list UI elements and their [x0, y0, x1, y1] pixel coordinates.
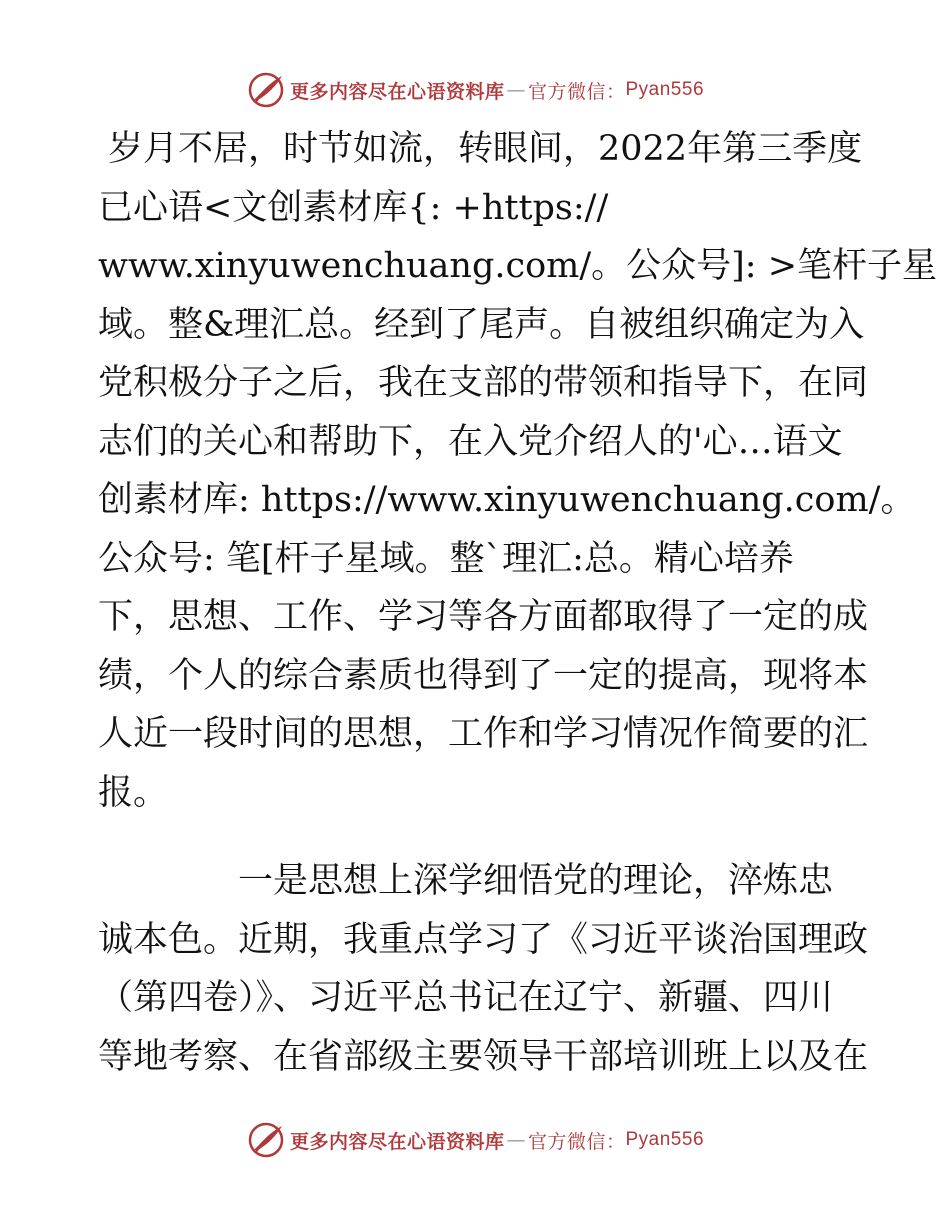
banner-separator: —: [506, 79, 526, 101]
banner-separator: —: [506, 1129, 526, 1151]
text-line: （第四卷）》、习近平总书记在辽宁、新疆、四川: [98, 978, 834, 1018]
banner-site-name: 更多内容尽在心语资料库: [289, 1130, 505, 1153]
document-body: [98, 120, 938, 1086]
paragraph-1: [98, 120, 938, 822]
text-line: 公众号: 笔[杆子星域。整`理汇:总。精心培养: [98, 538, 794, 579]
quill-logo-icon: [246, 1120, 286, 1160]
text-line: 诚本色。近期，我重点学习了《习近平谈治国理政: [98, 919, 869, 960]
banner-label: 官方微信：: [527, 1130, 626, 1153]
text-line: 域。整&理汇总。经到了尾声。自被组织确定为入: [98, 304, 865, 345]
text-line: 岁月不居，时节如流，转眼间，2022年第三季度: [108, 129, 863, 169]
paragraph-gap: [98, 822, 858, 852]
text-line: 人近一段时间的思想，工作和学习情况作简要的汇: [98, 714, 869, 754]
text-line: 志们的关心和帮助下，在入党介绍人的'心…语文: [98, 421, 843, 462]
banner-handle: Pyan556: [625, 1129, 705, 1150]
text-line: 报。: [98, 772, 169, 813]
banner-label: 官方微信：: [527, 80, 626, 103]
text-line: 等地考察、在省部级主要领导干部培训班上以及在: [98, 1036, 869, 1077]
paragraph-2: [98, 852, 869, 1086]
quill-logo-icon: [246, 70, 286, 110]
text-line: 已心语<文创素材库{: +https://: [98, 187, 609, 228]
footer-watermark-banner: [0, 1118, 950, 1162]
banner-site-name: 更多内容尽在心语资料库: [289, 80, 505, 103]
text-line: 下，思想、工作、学习等各方面都取得了一定的成: [98, 597, 869, 637]
text-line: 创素材库: https://www.xinyuwenchuang.com/。: [98, 480, 916, 520]
text-line: 一是思想上深学细悟党的理论，淬炼忠: [238, 861, 834, 901]
text-line: 党积极分子之后，我在支部的带领和指导下，在同: [98, 363, 869, 403]
text-line: 绩，个人的综合素质也得到了一定的提高，现将本: [98, 655, 869, 696]
banner-handle: Pyan556: [625, 79, 705, 100]
text-line: www.xinyuwenchuang.com/。公众号]: >笔杆子星: [98, 246, 938, 286]
header-watermark-banner: [0, 68, 950, 112]
